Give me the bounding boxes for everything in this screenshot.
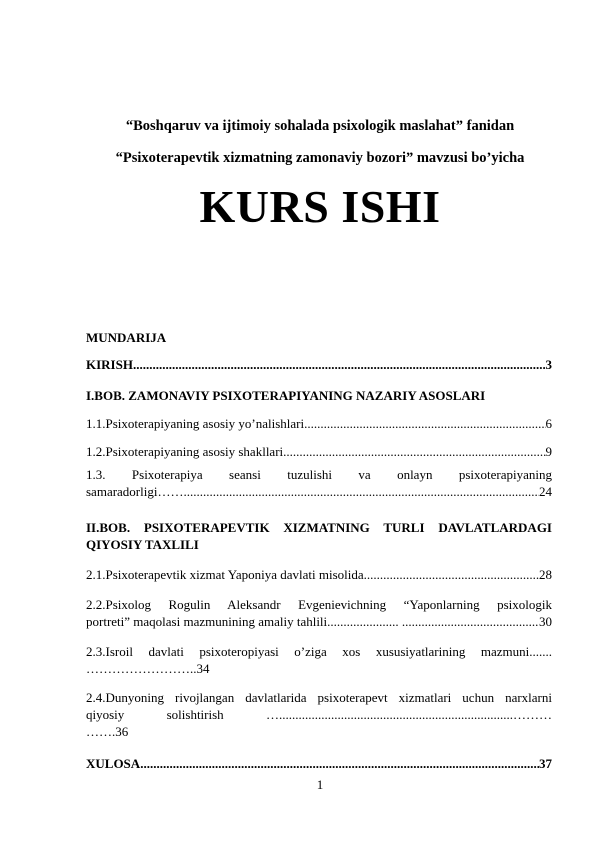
toc-entry-line: 2.2.Psixolog Rogulin Aleksandr Evgenievichning “Yaponlarning psixologik — [86, 597, 552, 612]
toc-leader-dots — [364, 566, 539, 583]
toc-entry-label: 1.2.Psixoterapiyaning asosiy shakllari — [86, 444, 284, 459]
toc-heading: MUNDARIJA — [86, 330, 167, 345]
toc-leader-dots — [140, 755, 539, 772]
toc-entry-label: 1.1.Psixoterapiyaning asosiy yo’nalishlari — [86, 416, 305, 431]
toc-entry-page: 24 — [539, 484, 552, 499]
toc-entry-label: XULOSA — [86, 756, 141, 771]
toc-entry-page: 3 — [545, 357, 552, 372]
toc-entry-page: 6 — [545, 416, 552, 431]
toc-entry-line: qiyosiy solishtirish …........................................................................……… — [86, 707, 552, 722]
toc-entry-page: 37 — [539, 756, 552, 771]
toc-entry-1-3 — [86, 466, 552, 500]
toc-entry-page: 28 — [539, 567, 552, 582]
toc-entry-label: 2.1.Psixoterapevtik xizmat Yaponiya davlati misolida — [86, 567, 364, 582]
toc-leader-dots — [133, 356, 546, 373]
toc-chapter-2: II.BOB. PSIXOTERAPEVTIK XIZMATNING TURLI DAVLATLARDAGI QIYOSIY TAXLILI — [86, 520, 552, 552]
toc-entry-label: samaradorligi…… — [86, 484, 184, 499]
toc-entry-label: KIRISH — [86, 357, 133, 372]
toc-entry-page: 34 — [196, 661, 210, 676]
toc-leader-dots — [304, 415, 545, 432]
page-number: 1 — [316, 777, 324, 792]
document-title: KURS ISHI — [199, 181, 441, 232]
toc-entry-line — [86, 660, 552, 677]
toc-entry-1-2 — [86, 443, 552, 460]
toc-entry-page: 30 — [539, 614, 552, 629]
toc-entry-label: …………………….. — [86, 661, 197, 676]
course-topic-line: “Psixoterapevtik xizmatning zamonaviy bozori” mavzusi bo’yicha — [115, 150, 525, 166]
toc-entry-page: 9 — [545, 444, 552, 459]
toc-entry-1-1 — [86, 415, 552, 432]
toc-entry-kirish — [86, 356, 552, 373]
toc-leader-dots — [512, 613, 539, 630]
toc-entry-line — [86, 483, 552, 500]
toc-entry-xulosa — [86, 755, 552, 772]
toc-entry-line: 1.3. Psixoterapiya seansi tuzulishi va onlayn psixoterapiyaning — [86, 467, 552, 482]
toc-entry-line: 2.4.Dunyoning rivojlangan davlatlarida psixoterapevt xizmatlari uchun narxlarni — [86, 690, 552, 705]
toc-entry-2-2 — [86, 596, 552, 630]
toc-entry-2-4 — [86, 689, 552, 740]
toc-chapter-1: I.BOB. ZAMONAVIY PSIXOTERAPIYANING NAZARIY ASOSLARI — [86, 388, 486, 403]
toc-leader-dots — [283, 443, 545, 460]
toc-entry-2-3 — [86, 643, 552, 677]
toc-entry-label: portreti” maqolasi mazmunining amaliy tahlili...................... .................................. — [86, 614, 513, 629]
toc-entry-line — [86, 613, 552, 630]
toc-entry-page: 36 — [115, 724, 129, 739]
toc-entry-label: ……. — [86, 724, 116, 739]
toc-entry-line — [86, 723, 552, 740]
toc-leader-dots — [183, 483, 539, 500]
toc-entry-2-1 — [86, 566, 552, 583]
course-subject-line: “Boshqaruv va ijtimoiy sohalada psixologik maslahat” fanidan — [125, 118, 515, 134]
toc-entry-line: 2.3.Isroil davlati psixoteropiyasi o’ziga xos xususiyatlarining mazmuni....... — [86, 644, 552, 659]
